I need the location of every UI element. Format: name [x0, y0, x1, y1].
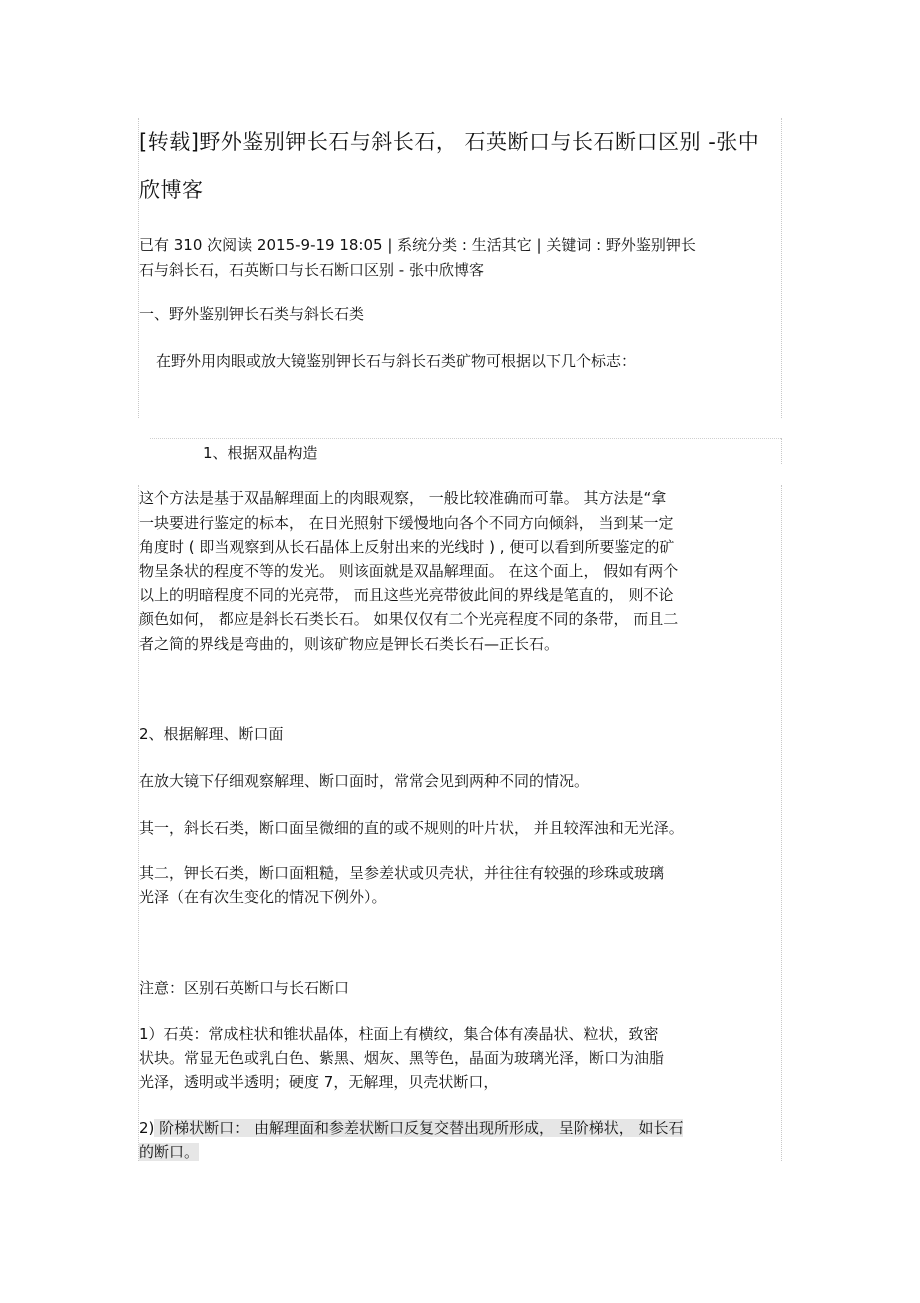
section1-heading: 一、野外鉴别钾长石类与斜长石类	[139, 305, 365, 323]
step-highlight-text-cont: 的断口。	[139, 1143, 200, 1161]
sub1-line: 以上的明暗程度不同的光亮带， 而且这些光亮带彼此间的界线是笔直的， 则不论	[139, 586, 674, 604]
article-meta-line2: 石与斜长石，石英断口与长石断口区别 - 张中欣博客	[139, 261, 484, 279]
article-meta-line1: 已有 310 次阅读 2015-9-19 18:05 | 系统分类 : 生活其它 | 关键词 : 野外鉴别钾长	[139, 236, 696, 254]
sub1-line: 这个方法是基于双晶解理面上的肉眼观察， 一般比较准确而可靠。 其方法是“拿	[139, 489, 667, 507]
sub2-intro: 在放大镜下仔细观察解理、断口面时，常常会见到两种不同的情况。	[139, 772, 590, 790]
sub1-line: 物呈条状的程度不等的发光。 则该面就是双晶解理面。 在这个面上， 假如有两个	[139, 562, 679, 580]
right-border-top	[781, 118, 782, 418]
step-fracture-line1	[139, 1117, 683, 1138]
sub1-line: 一块要进行鉴定的标本， 在日光照射下缓慢地向各个不同方向倾斜， 当到某一定	[139, 514, 674, 532]
note-heading: 注意：区别石英断口与长石断口	[139, 979, 350, 997]
section1-intro: 在野外用肉眼或放大镜鉴别钾长石与斜长石类矿物可根据以下几个标志：	[156, 352, 637, 370]
step-highlight-text: 阶梯状断口： 由解理面和参差状断口反复交替出现所形成， 呈阶梯状， 如长石	[154, 1119, 684, 1137]
case2-line: 其二，钾长石类，断口面粗糙，呈参差状或贝壳状，并往往有较强的珍珠或玻璃	[139, 864, 665, 882]
sub-table-top-border	[150, 438, 781, 439]
case1-text: 其一，斜长石类，断口面呈微细的直的或不规则的叶片状， 并且较浑浊和无光泽。	[139, 819, 684, 837]
quartz-line: 状块。常显无色或乳白色、紫黑、烟灰、黑等色，晶面为玻璃光泽，断口为油脂	[139, 1049, 665, 1067]
quartz-line: 1）石英：常成柱状和锥状晶体，柱面上有横纹，集合体有凑晶状、粒状，致密	[139, 1025, 659, 1043]
sub1-line: 颜色如何， 都应是斜长石类长石。 如果仅仅有二个光亮程度不同的条带， 而且二	[139, 610, 679, 628]
article-title-line2: 欣博客	[139, 178, 204, 202]
step-fracture-line2	[139, 1141, 199, 1162]
article-title-line1: [转载]野外鉴别钾长石与斜长石， 石英断口与长石断口区别 -张中	[139, 130, 760, 154]
step-prefix: 2)	[139, 1119, 155, 1137]
sub2-heading: 2、根据解理、断口面	[139, 725, 284, 743]
case2-line: 光泽（在有次生变化的情况下例外）。	[139, 888, 387, 906]
right-border-bottom	[781, 485, 782, 1161]
quartz-line: 光泽，透明或半透明；硬度 7，无解理，贝壳状断口，	[139, 1073, 499, 1091]
sub1-line: 角度时 ( 即当观察到从长石晶体上反射出来的光线时 ) , 便可以看到所要鉴定的矿	[139, 538, 675, 556]
sub1-line: 者之简的界线是弯曲的，则该矿物应是钾长石类长石—正长石。	[139, 635, 560, 653]
right-border-sub	[781, 438, 782, 464]
sub1-heading: 1、根据双晶构造	[203, 444, 318, 462]
